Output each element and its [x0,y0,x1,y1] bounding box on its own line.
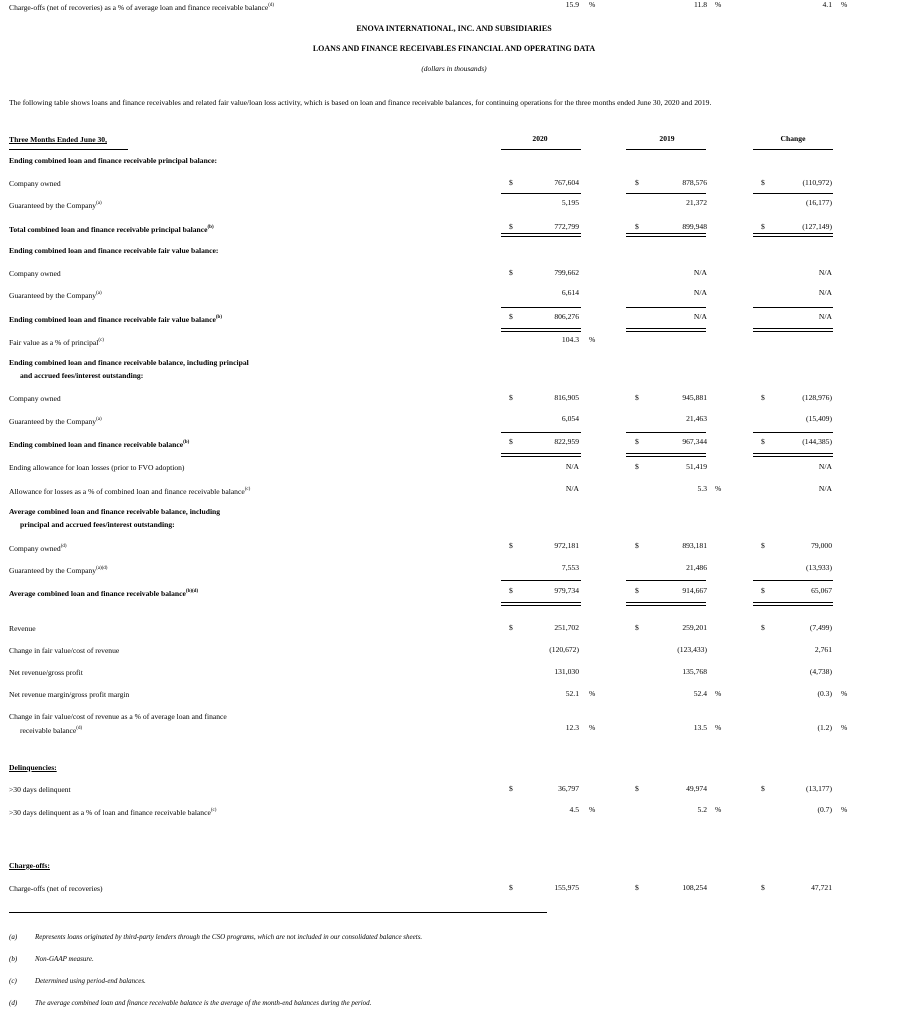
footnote-text: Non-GAAP measure. [35,955,94,963]
row-label: Company owned$^{(d)}$ [9,544,67,553]
percent-sign: % [841,0,848,9]
value-2020: N/A [565,484,579,493]
footnote [9,955,94,963]
value-2020: 36,797 [558,784,579,793]
value-2019: 5.2 [697,805,707,814]
percent-sign: % [589,805,596,814]
row-label: Average combined loan and finance receivable balance, including [9,507,221,516]
company-name: ENOVA INTERNATIONAL, INC. AND SUBSIDIARIES [356,24,552,33]
value-2020: 972,181 [554,541,579,550]
value-change: (13,177) [806,784,832,793]
table-rule [501,193,581,194]
value-2020: (120,672) [549,645,579,654]
footnote-mark: (a) [9,933,18,941]
dollar-sign: $ [761,178,765,187]
table-rule [753,328,833,332]
value-2020: 767,604 [554,178,579,187]
table-rule [753,602,833,606]
row-label: Change in fair value/cost of revenue [9,646,120,655]
footnote-ref: (d) [60,544,67,549]
column-header-2019: 2019 [659,134,675,143]
value-2020: 822,959 [554,437,579,446]
value-change: 47,721 [811,883,832,892]
table-rule [9,912,547,913]
percent-sign: % [841,805,848,814]
value-2019: 21,463 [686,414,707,423]
value-change: 65,067 [811,586,832,595]
percent-sign: % [841,689,848,698]
footnote-text: The average combined loan and finance receivable balance is the average of the month-end balances during the period. [35,999,372,1007]
table-rule [753,453,833,457]
row-label: Ending allowance for loan losses (prior to FVO adoption) [9,463,185,472]
value-2019: 967,344 [682,437,707,446]
value-change: (7,499) [809,623,832,632]
row-label: Delinquencies: [9,763,57,772]
dollar-sign: $ [761,623,765,632]
footnote-ref: (d) [76,726,83,731]
value-2020: 979,734 [554,586,579,595]
dollar-sign: $ [509,222,513,231]
dollar-sign: $ [761,437,765,446]
footnote [9,933,422,941]
table-rule [753,307,833,308]
value-2020: 7,553 [561,563,579,572]
row-label: Ending combined loan and finance receivable balance$^{(b)}$ [9,440,190,449]
units-note: (dollars in thousands) [421,64,487,73]
value-2019: 135,768 [682,667,707,676]
dollar-sign: $ [761,393,765,402]
dollar-sign: $ [509,623,513,632]
table-rule [626,432,706,433]
dollar-sign: $ [635,437,639,446]
dollar-sign: $ [635,393,639,402]
value-2019: 52.4 [693,689,707,698]
table-rule [626,193,706,194]
value-change: (0.7) [817,805,832,814]
value-2020: 6,054 [561,414,579,423]
row-label: Average combined loan and finance receivable balance$^{(b)(d)}$ [9,589,199,598]
value-2019: 51,419 [686,462,707,471]
value-2019: 893,181 [682,541,707,550]
dollar-sign: $ [509,437,513,446]
percent-sign: % [589,723,596,732]
table-rule [626,149,706,150]
column-header-2020: 2020 [532,134,548,143]
value-2019: 945,881 [682,393,707,402]
footnote-ref: (d) [268,3,275,8]
table-rule [753,580,833,581]
row-label: Revenue [9,624,36,633]
footnote-ref: (a) [96,417,102,422]
table-rule [501,432,581,433]
value-2019: 13.5 [693,723,707,732]
value-change: (16,177) [806,198,832,207]
row-label: Charge-offs: [9,861,50,870]
value-change: N/A [818,312,832,321]
row-label: Guaranteed by the Company$^{(a)}$ [9,291,102,300]
value-2019: 49,974 [686,784,707,793]
value-2019: N/A [693,268,707,277]
value-2020: 4.5 [569,805,579,814]
percent-sign: % [715,0,722,9]
value-change: (128,976) [802,393,832,402]
row-label: >30 days delinquent as a % of loan and finance receivable balance$^{(c)}$ [9,808,217,817]
dollar-sign: $ [509,393,513,402]
row-label: Company owned [9,394,61,403]
value-change: (144,385) [802,437,832,446]
dollar-sign: $ [635,178,639,187]
value-2020: 251,702 [554,623,579,632]
percent-sign: % [715,689,722,698]
value-change: 4.1 [822,0,832,9]
intro-paragraph: The following table shows loans and finance receivables and related fair value/loan loss activity, which is based on loan and finance receivable balances, for continuing operations for the three months ended June 30, 2020 and 2019. [9,98,712,107]
dollar-sign: $ [509,268,513,277]
value-change: (1.2) [817,723,832,732]
value-2019: 259,201 [682,623,707,632]
footnote-ref: (b) [183,440,190,445]
value-2019: 21,486 [686,563,707,572]
dollar-sign: $ [509,178,513,187]
value-2020: 799,662 [554,268,579,277]
value-2020: 5,195 [561,198,579,207]
footnote-ref: (a) [96,291,102,296]
row-label: Total combined loan and finance receivable principal balance$^{(b)}$ [9,225,214,234]
dollar-sign: $ [509,586,513,595]
footnote-ref: (c) [244,487,251,492]
dollar-sign: $ [761,222,765,231]
value-2020: 806,276 [554,312,579,321]
column-header-change: Change [780,134,806,143]
row-label: Guaranteed by the Company$^{(a)}$ [9,417,102,426]
table-rule [626,233,706,237]
value-change: (0.3) [817,689,832,698]
table-rule [626,328,706,332]
percent-sign: % [715,484,722,493]
row-label: Guaranteed by the Company$^{(a)}$ [9,201,102,210]
row-label: Ending combined loan and finance receivable balance, including principal [9,358,249,367]
footnote [9,999,371,1007]
row-label: Net revenue margin/gross profit margin [9,690,130,699]
dollar-sign: $ [635,541,639,550]
table-rule [626,580,706,581]
value-2019: 878,576 [682,178,707,187]
value-2020: 52.1 [565,689,579,698]
row-label: Charge-offs (net of recoveries) [9,884,103,893]
dollar-sign: $ [509,784,513,793]
table-rule [753,193,833,194]
value-2020: 155,975 [554,883,579,892]
dollar-sign: $ [635,623,639,632]
value-2019: (123,433) [677,645,707,654]
value-change: N/A [818,288,832,297]
period-label: Three Months Ended June 30, [9,135,107,144]
value-change: (13,933) [806,563,832,572]
dollar-sign: $ [635,222,639,231]
dollar-sign: $ [635,586,639,595]
percent-sign: % [589,0,596,9]
footnote-ref: (a) [96,201,102,206]
row-label: >30 days delinquent [9,785,71,794]
value-change: (4,738) [809,667,832,676]
row-label: receivable balance$^{(d)}$ [20,726,83,735]
dollar-sign: $ [509,883,513,892]
table-rule [501,307,581,308]
percent-sign: % [589,689,596,698]
value-2020: 12.3 [565,723,579,732]
row-label: Net revenue/gross profit [9,668,83,677]
percent-sign: % [715,805,722,814]
footnote-ref: (c) [210,808,217,813]
row-label: Guaranteed by the Company$^{(a)(d)}$ [9,566,108,575]
row-label: Allowance for losses as a % of combined loan and finance receivable balance$^{(c)}$ [9,487,251,496]
footnote-ref: (a)(d) [96,566,108,571]
percent-sign: % [589,335,596,344]
row-label: Fair value as a % of principal$^{(c)}$ [9,338,104,347]
value-2020: 15.9 [565,0,579,9]
footnote-mark: (c) [9,977,17,985]
table-rule [753,149,833,150]
row-label: Charge-offs (net of recoveries) as a % of average loan and finance receivable balance$^{(d)}$ [9,3,275,12]
table-rule [753,432,833,433]
footnote-text: Represents loans originated by third-party lenders through the CSO programs, which are not included in our consolidated balance sheets. [35,933,423,941]
footnote-mark: (b) [9,955,18,963]
table-rule [501,453,581,457]
value-change: 2,761 [814,645,832,654]
footnote-ref: (b)(d) [185,589,199,594]
table-rule [753,233,833,237]
table-rule [501,602,581,606]
value-2020: 131,030 [554,667,579,676]
dollar-sign: $ [761,586,765,595]
dollar-sign: $ [635,883,639,892]
value-2019: 5.3 [697,484,707,493]
footnote-text: Determined using period-end balances. [35,977,146,985]
value-2020: 772,799 [554,222,579,231]
row-label: principal and accrued fees/interest outstanding: [20,520,175,529]
value-2019: N/A [693,312,707,321]
table-rule [501,149,581,150]
report-title: LOANS AND FINANCE RECEIVABLES FINANCIAL AND OPERATING DATA [312,44,596,53]
row-label: and accrued fees/interest outstanding: [20,371,144,380]
percent-sign: % [841,723,848,732]
dollar-sign: $ [761,883,765,892]
row-label: Ending combined loan and finance receivable principal balance: [9,156,218,165]
value-2019: 899,948 [682,222,707,231]
value-2019: 11.8 [693,0,707,9]
value-change: (127,149) [802,222,832,231]
dollar-sign: $ [509,312,513,321]
table-rule [626,307,706,308]
value-change: N/A [818,484,832,493]
dollar-sign: $ [635,462,639,471]
value-2020: N/A [565,462,579,471]
value-2020: 816,905 [554,393,579,402]
row-label: Change in fair value/cost of revenue as a % of average loan and finance [9,712,227,721]
dollar-sign: $ [509,541,513,550]
percent-sign: % [715,723,722,732]
footnote-ref: (b) [215,315,222,320]
footnote-ref: (b) [207,225,214,230]
value-change: N/A [818,268,832,277]
table-rule [9,149,128,150]
row-label: Ending combined loan and finance receivable fair value balance: [9,246,219,255]
dollar-sign: $ [635,784,639,793]
dollar-sign: $ [761,784,765,793]
value-2020: 104.3 [561,335,579,344]
value-2019: 21,372 [686,198,707,207]
table-rule [501,233,581,237]
value-2019: N/A [693,288,707,297]
value-2020: 6,614 [561,288,579,297]
value-change: 79,000 [811,541,832,550]
value-2019: 108,254 [682,883,707,892]
table-rule [501,580,581,581]
footnote [9,977,146,985]
table-rule [501,328,581,332]
value-change: N/A [818,462,832,471]
value-change: (110,972) [802,178,832,187]
footnote-mark: (d) [9,999,18,1007]
row-label: Company owned [9,179,61,188]
row-label: Ending combined loan and finance receivable fair value balance$^{(b)}$ [9,315,222,324]
table-rule [626,453,706,457]
footnote-ref: (c) [98,338,104,343]
value-2019: 914,667 [682,586,707,595]
row-label: Company owned [9,269,61,278]
value-change: (15,409) [806,414,832,423]
table-rule [626,602,706,606]
dollar-sign: $ [761,541,765,550]
